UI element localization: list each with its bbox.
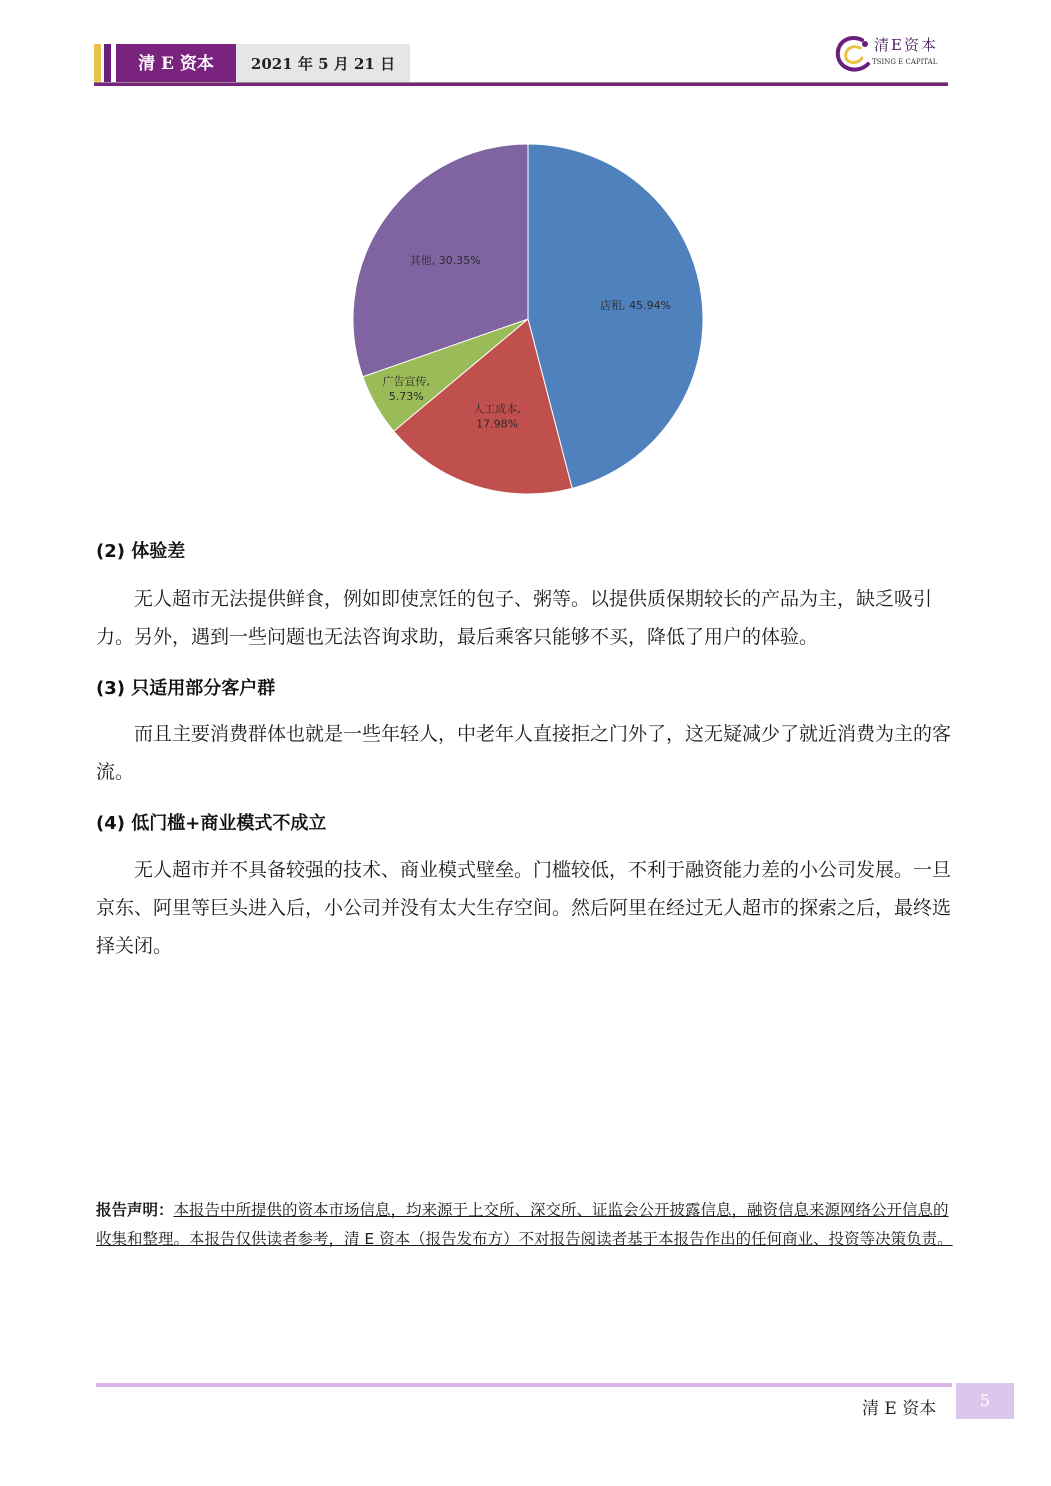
header-accent-purple (104, 44, 111, 84)
logo-english-text: TSING E CAPITAL (872, 58, 938, 66)
cost-breakdown-pie-chart (340, 136, 720, 506)
company-logo (832, 30, 952, 78)
page-number: 5 (956, 1383, 1014, 1419)
pie-data-label-1: 人工成本, 17.98% (473, 402, 521, 431)
report-disclaimer (96, 1196, 956, 1254)
footer-rule (96, 1383, 952, 1387)
pie-data-label-0: 店租, 45.94% (600, 299, 672, 313)
pie-data-label-2: 广告宣传, 5.73% (382, 375, 430, 404)
section-body-business-model (96, 851, 958, 965)
section-body-customers (96, 715, 958, 791)
disclaimer-text: 本报告中所提供的资本市场信息，均来源于上交所、深交所、证监会公开披露信息，融资信息来源网络公开信息的收集和整理。本报告仅供读者参考，清 E 资本（报告发布方）不对报告阅读者基于本报告作出的任何商业、投资等决策负责。 (96, 1201, 953, 1248)
header-accent-gold (94, 44, 101, 84)
section-body-customers-text: 而且主要消费群体也就是一些年轻人，中老年人直接拒之门外了，这无疑减少了就近消费为主的客流。 (96, 723, 952, 783)
section-body-experience (96, 580, 958, 656)
logo-chinese-text: 清E资本 (874, 36, 938, 54)
section-heading-experience: (2) 体验差 (96, 541, 186, 562)
header-company-name: 清 E 资本 (116, 44, 236, 84)
footer-company-name: 清 E 资本 (862, 1399, 937, 1419)
pie-data-label-3: 其他, 30.35% (409, 254, 481, 268)
section-heading-business-model: (4) 低门槛+商业模式不成立 (96, 813, 327, 834)
logo-swirl-icon (832, 30, 876, 78)
header-date: 2021 年 5 月 21 日 (236, 44, 410, 84)
header-rule-purple (94, 83, 948, 86)
section-heading-customers: (3) 只适用部分客户群 (96, 678, 276, 699)
section-body-experience-text: 无人超市无法提供鲜食，例如即使烹饪的包子、粥等。以提供质保期较长的产品为主，缺乏吸引力。另外，遇到一些问题也无法咨询求助，最后乘客只能够不买，降低了用户的体验。 (96, 588, 933, 648)
section-body-business-model-text: 无人超市并不具备较强的技术、商业模式壁垒。门槛较低，不利于融资能力差的小公司发展。一旦京东、阿里等巨头进入后，小公司并没有太大生存空间。然后阿里在经过无人超市的探索之后，最终选择关闭。 (96, 859, 952, 957)
disclaimer-label: 报告声明： (96, 1201, 174, 1219)
